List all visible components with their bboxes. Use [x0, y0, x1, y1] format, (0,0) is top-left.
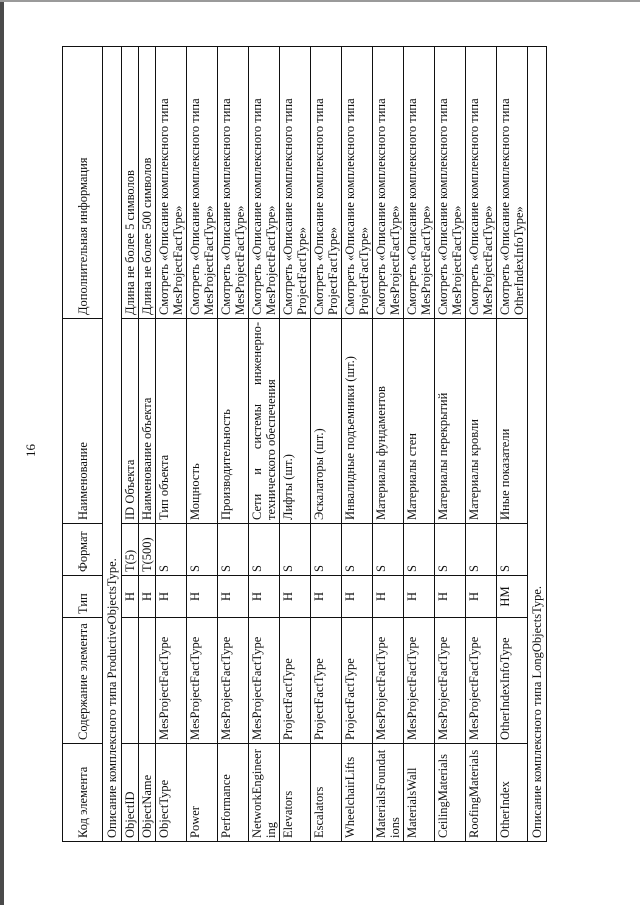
- page-number: 16: [23, 444, 38, 457]
- cell-code: ObjectType: [156, 744, 187, 842]
- cell-info: Длина не более 5 символов: [122, 47, 139, 319]
- cell-name: Наименование объекта: [139, 319, 156, 524]
- cell-content: MesProjectFactType: [435, 618, 466, 744]
- cell-code: MaterialsFoundations: [373, 744, 404, 842]
- cell-format: S: [218, 524, 249, 576]
- cell-content: [122, 618, 139, 744]
- cell-code: Performance: [218, 744, 249, 842]
- cell-content: MesProjectFactType: [218, 618, 249, 744]
- table-row: [280, 47, 311, 842]
- cell-code: ObjectID: [122, 744, 139, 842]
- cell-name: Производительность: [218, 319, 249, 524]
- cell-content: ProjectFactType: [342, 618, 373, 744]
- col-header-format: Формат: [63, 524, 103, 576]
- cell-content: MesProjectFactType: [404, 618, 435, 744]
- cell-format: S: [249, 524, 280, 576]
- cell-name: Эскалаторы (шт.): [311, 319, 342, 524]
- cell-format: S: [497, 524, 528, 576]
- table-row: [187, 47, 218, 842]
- cell-code: OtherIndex: [497, 744, 528, 842]
- cell-info: Смотреть «Описание комплексного типа MesProjectFactType»: [218, 47, 249, 319]
- cell-name: Мощность: [187, 319, 218, 524]
- table-row: [342, 47, 373, 842]
- table-row: [249, 47, 280, 842]
- cell-content: MesProjectFactType: [156, 618, 187, 744]
- cell-name: Материалы кровли: [466, 319, 497, 524]
- footer-section-row: [528, 47, 547, 842]
- cell-type: Н: [404, 576, 435, 618]
- cell-info: Смотреть «Описание комплексного типа ProjectFactType»: [311, 47, 342, 319]
- cell-info: Смотреть «Описание комплексного типа MesProjectFactType»: [435, 47, 466, 319]
- col-header-name: Наименование: [63, 319, 103, 524]
- cell-name: Инвалидные подъемники (шт.): [342, 319, 373, 524]
- cell-code: MaterialsWall: [404, 744, 435, 842]
- cell-info: Смотреть «Описание комплексного типа ProjectFactType»: [342, 47, 373, 319]
- cell-content: MesProjectFactType: [249, 618, 280, 744]
- cell-type: Н: [373, 576, 404, 618]
- table-row: [466, 47, 497, 842]
- section-title: Описание комплексного типа ProductiveObjectsType.: [103, 47, 122, 842]
- cell-code: CeilingMaterials: [435, 744, 466, 842]
- cell-info: Смотреть «Описание комплексного типа MesProjectFactType»: [373, 47, 404, 319]
- cell-type: Н: [187, 576, 218, 618]
- cell-content: OtherIndexInfoType: [497, 618, 528, 744]
- cell-format: S: [156, 524, 187, 576]
- table-row: [373, 47, 404, 842]
- cell-info: Длина не более 500 символов: [139, 47, 156, 319]
- cell-type: НМ: [497, 576, 528, 618]
- element-table: [62, 46, 547, 842]
- cell-format: S: [466, 524, 497, 576]
- table-row: [218, 47, 249, 842]
- cell-type: Н: [435, 576, 466, 618]
- cell-format: T(500): [139, 524, 156, 576]
- col-header-code: Код элемента: [63, 744, 103, 842]
- cell-name: Материалы фундаментов: [373, 319, 404, 524]
- cell-code: NetworkEngineering: [249, 744, 280, 842]
- cell-name: Тип объекта: [156, 319, 187, 524]
- cell-format: S: [435, 524, 466, 576]
- cell-content: [139, 618, 156, 744]
- cell-content: MesProjectFactType: [466, 618, 497, 744]
- cell-content: ProjectFactType: [311, 618, 342, 744]
- section-row: [103, 47, 122, 842]
- cell-info: Смотреть «Описание комплексного типа MesProjectFactType»: [187, 47, 218, 319]
- cell-type: Н: [139, 576, 156, 618]
- cell-type: Н: [156, 576, 187, 618]
- cell-type: Н: [342, 576, 373, 618]
- cell-name: Иные показатели: [497, 319, 528, 524]
- cell-code: RoofingMaterials: [466, 744, 497, 842]
- table-row: [404, 47, 435, 842]
- cell-format: T(5): [122, 524, 139, 576]
- cell-format: S: [311, 524, 342, 576]
- cell-format: S: [280, 524, 311, 576]
- cell-name: Материалы перекрытий: [435, 319, 466, 524]
- cell-name: Лифты (шт.): [280, 319, 311, 524]
- cell-content: ProjectFactType: [280, 618, 311, 744]
- cell-type: Н: [218, 576, 249, 618]
- cell-info: Смотреть «Описание комплексного типа OtherIndexInfoType»: [497, 47, 528, 319]
- table-row: [497, 47, 528, 842]
- cell-info: Смотреть «Описание комплексного типа MesProjectFactType»: [249, 47, 280, 319]
- cell-type: Н: [280, 576, 311, 618]
- col-header-type: Тип: [63, 576, 103, 618]
- table-row: [139, 47, 156, 842]
- cell-name: Материалы стен: [404, 319, 435, 524]
- cell-content: MesProjectFactType: [187, 618, 218, 744]
- cell-format: S: [404, 524, 435, 576]
- table-row: [311, 47, 342, 842]
- cell-code: WheelchairLifts: [342, 744, 373, 842]
- cell-info: Смотреть «Описание комплексного типа ProjectFactType»: [280, 47, 311, 319]
- col-header-info: Дополнительная информация: [63, 47, 103, 319]
- cell-info: Смотреть «Описание комплексного типа MesProjectFactType»: [156, 47, 187, 319]
- cell-info: Смотреть «Описание комплексного типа MesProjectFactType»: [404, 47, 435, 319]
- cell-type: Н: [466, 576, 497, 618]
- cell-type: Н: [249, 576, 280, 618]
- cell-code: Elevators: [280, 744, 311, 842]
- table-header-row: [63, 47, 103, 842]
- footer-section-title: Описание комплексного типа LongObjectsType.: [528, 47, 547, 842]
- cell-format: S: [373, 524, 404, 576]
- cell-name: Сети и системы инженерно-технического обеспечения: [249, 319, 280, 524]
- cell-info: Смотреть «Описание комплексного типа MesProjectFactType»: [466, 47, 497, 319]
- cell-content: MesProjectFactType: [373, 618, 404, 744]
- cell-code: Escalators: [311, 744, 342, 842]
- cell-type: Н: [311, 576, 342, 618]
- table-row: [435, 47, 466, 842]
- cell-code: Power: [187, 744, 218, 842]
- col-header-content: Содержание элемента: [63, 618, 103, 744]
- cell-format: S: [342, 524, 373, 576]
- cell-format: S: [187, 524, 218, 576]
- table-row: [122, 47, 139, 842]
- cell-name: ID Объекта: [122, 319, 139, 524]
- cell-type: Н: [122, 576, 139, 618]
- table-row: [156, 47, 187, 842]
- cell-code: ObjectName: [139, 744, 156, 842]
